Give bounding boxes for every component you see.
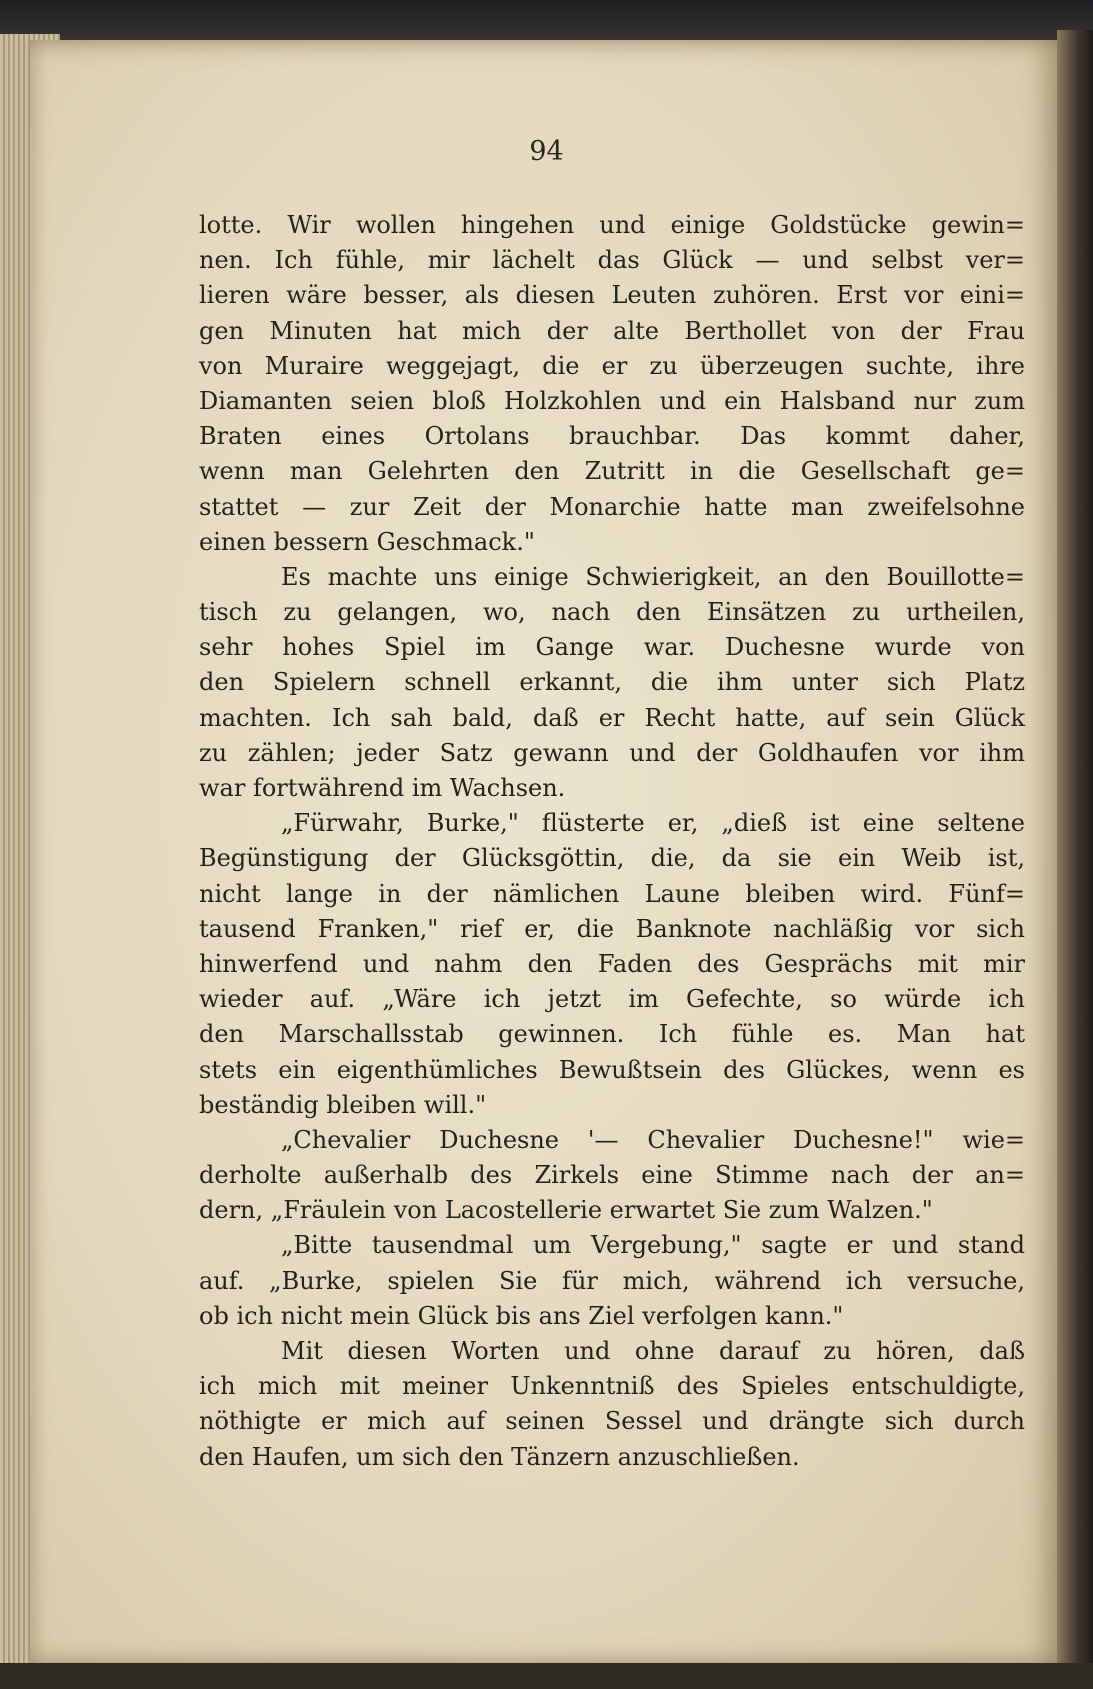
- text-line: einen bessern Geschmack.": [199, 527, 535, 556]
- text-line: tisch zu gelangen, wo, nach den Einsätzen zu urtheilen,: [199, 598, 1025, 627]
- text-line: sehr hohes Spiel im Gange war. Duchesne wurde von: [199, 633, 1025, 662]
- text-line: „Bitte tausendmal um Vergebung," sagte er und stand: [281, 1231, 1025, 1260]
- text-line: den Marschallsstab gewinnen. Ich fühle es. Man hat: [199, 1020, 1025, 1049]
- text-line: Es machte uns einige Schwierigkeit, an den Bouillotte=: [281, 562, 1025, 591]
- text-line: „Fürwahr, Burke," flüsterte er, „dieß ist eine seltene: [281, 809, 1025, 838]
- text-line: wieder auf. „Wäre ich jetzt im Gefechte, so würde ich: [199, 985, 1025, 1014]
- book-cover-edge: [0, 0, 1093, 44]
- text-line: nicht lange in der nämlichen Laune bleiben wird. Fünf=: [199, 879, 1025, 908]
- text-line: tausend Franken," rief er, die Banknote nachläßig vor sich: [199, 914, 1025, 943]
- text-line: stattet — zur Zeit der Monarchie hatte man zweifelsohne: [199, 492, 1025, 521]
- text-line: nöthigte er mich auf seinen Sessel und drängte sich durch: [199, 1407, 1025, 1436]
- body-text: [199, 208, 1025, 1475]
- text-line: Begünstigung der Glücksgöttin, die, da sie ein Weib ist,: [199, 844, 1025, 873]
- text-line: hinwerfend und nahm den Faden des Gesprächs mit mir: [199, 949, 1025, 978]
- text-line: machten. Ich sah bald, daß er Recht hatte, auf sein Glück: [199, 703, 1025, 732]
- text-line: von Muraire weggejagt, die er zu überzeugen suchte, ihre: [199, 351, 1025, 380]
- text-line: stets ein eigenthümliches Bewußtsein des Glückes, wenn es: [199, 1055, 1025, 1084]
- text-line: den Haufen, um sich den Tänzern anzuschließen.: [199, 1442, 800, 1471]
- text-line: derholte außerhalb des Zirkels eine Stimme nach der an=: [199, 1161, 1025, 1190]
- text-line: ob ich nicht mein Glück bis ans Ziel verfolgen kann.": [199, 1301, 844, 1330]
- text-line: beständig bleiben will.": [199, 1090, 487, 1119]
- text-line: dern, „Fräulein von Lacostellerie erwartet Sie zum Walzen.": [199, 1196, 933, 1225]
- text-line: war fortwährend im Wachsen.: [199, 774, 566, 802]
- bottom-edge: [0, 1663, 1093, 1689]
- text-line: auf. „Burke, spielen Sie für mich, während ich versuche,: [199, 1266, 1025, 1295]
- text-line: lieren wäre besser, als diesen Leuten zuhören. Erst vor eini=: [199, 281, 1025, 310]
- text-line: Diamanten seien bloß Holzkohlen und ein Halsband nur zum: [199, 386, 1025, 415]
- book-binding: [1057, 30, 1093, 1689]
- text-line: den Spielern schnell erkannt, die ihm unter sich Platz: [199, 668, 1025, 697]
- text-line: wenn man Gelehrten den Zutritt in die Gesellschaft ge=: [199, 457, 1025, 486]
- text-line: ich mich mit meiner Unkenntniß des Spieles entschuldigte,: [199, 1372, 1025, 1401]
- text-line: lotte. Wir wollen hingehen und einige Goldstücke gewin=: [199, 211, 1025, 239]
- text-line: gen Minuten hat mich der alte Berthollet von der Frau: [199, 316, 1025, 345]
- text-line: Mit diesen Worten und ohne darauf zu hören, daß: [281, 1337, 1025, 1365]
- text-line: „Chevalier Duchesne '— Chevalier Duchesne!" wie=: [281, 1125, 1025, 1154]
- text-line: Braten eines Ortolans brauchbar. Das kommt daher,: [199, 422, 1025, 451]
- text-line: zu zählen; jeder Satz gewann und der Goldhaufen vor ihm: [199, 738, 1025, 767]
- text-line: nen. Ich fühle, mir lächelt das Glück — und selbst ver=: [199, 246, 1025, 275]
- page-number: 94: [529, 136, 564, 167]
